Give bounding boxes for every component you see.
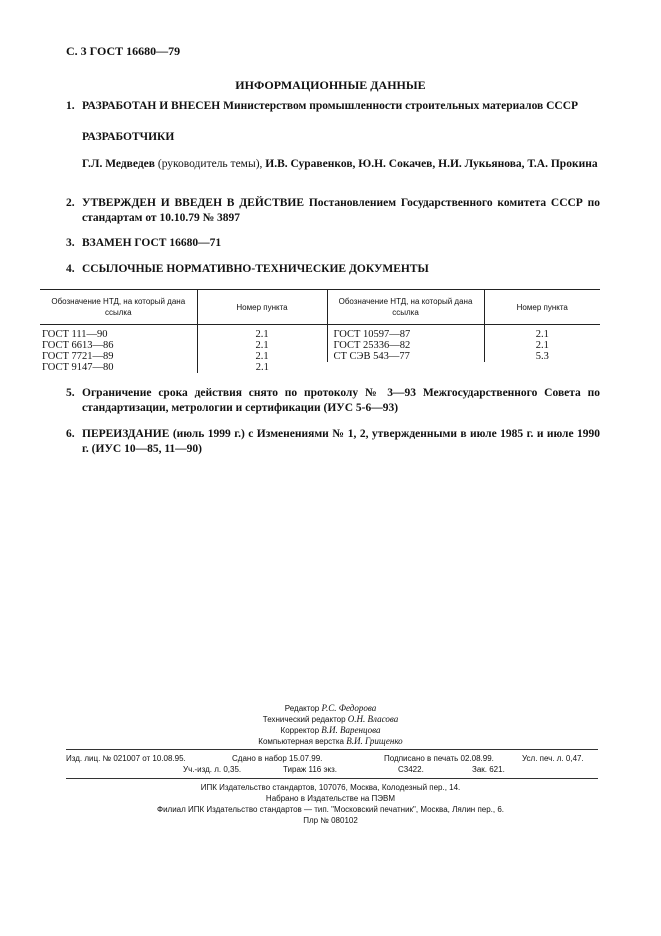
developers-heading: РАЗРАБОТЧИКИ bbox=[82, 131, 175, 143]
item-heading: ССЫЛОЧНЫЕ НОРМАТИВНО-ТЕХНИЧЕСКИЕ ДОКУМЕНТЫ bbox=[82, 263, 429, 275]
info-item-1 bbox=[66, 99, 600, 114]
table-cell: ГОСТ 6613—86 bbox=[42, 340, 114, 351]
table-row bbox=[40, 325, 600, 341]
imprint-credits bbox=[0, 703, 661, 747]
divider bbox=[66, 778, 598, 779]
item-heading: РАЗРАБОТАН И ВНЕСЕН bbox=[82, 100, 221, 112]
divider bbox=[66, 749, 598, 750]
page-header: С. 3 ГОСТ 16680—79 bbox=[66, 44, 181, 58]
table-cell bbox=[484, 362, 600, 373]
table-row bbox=[40, 351, 600, 362]
item-number: 3. bbox=[66, 237, 75, 249]
table-cell: ГОСТ 7721—89 bbox=[42, 351, 114, 362]
table-cell: 2.1 bbox=[197, 351, 327, 362]
table-cell: ГОСТ 25336—82 bbox=[327, 340, 484, 351]
table-cell: 2.1 bbox=[197, 340, 327, 351]
document-title: ИНФОРМАЦИОННЫЕ ДАННЫЕ bbox=[235, 78, 426, 92]
publishing-info: С3422. bbox=[398, 765, 424, 774]
publishing-info: Зак. 621. bbox=[472, 765, 505, 774]
item-text: Ограничение срока действия снято по протоколу № 3—93 Межгосударственного Совета по стандартизации, метрологии и сертификации (ИУС 5-6—93) bbox=[82, 387, 600, 414]
column-header: Обозначение НТД, на который дана ссылка bbox=[327, 290, 484, 325]
info-item-4 bbox=[66, 262, 600, 277]
publishing-info: Изд. лиц. № 021007 от 10.08.95. bbox=[66, 754, 186, 763]
developer-leader: Г.Л. Медведев bbox=[82, 158, 155, 170]
item-number: 5. bbox=[66, 387, 75, 399]
editor-line: Редактор Р.С. Федорова bbox=[284, 703, 377, 713]
table-cell bbox=[327, 362, 484, 373]
table-cell: 2.1 bbox=[484, 340, 600, 351]
column-header: Обозначение НТД, на который дана ссылка bbox=[40, 290, 197, 325]
typeset-note: Набрано в Издательстве на ПЭВМ bbox=[265, 794, 396, 803]
item-number: 6. bbox=[66, 428, 75, 440]
column-header: Номер пункта bbox=[484, 290, 600, 325]
item-heading: УТВЕРЖДЕН И ВВЕДЕН В ДЕЙСТВИЕ bbox=[82, 197, 305, 209]
developer-leader-role: (руководитель темы), bbox=[157, 158, 263, 170]
info-item-6 bbox=[66, 427, 600, 457]
table-cell: 2.1 bbox=[197, 325, 327, 341]
info-item-3 bbox=[66, 236, 600, 251]
table-header-row bbox=[40, 290, 600, 325]
table-cell: ГОСТ 111—90 bbox=[42, 329, 108, 340]
developer-others: И.В. Суравенков, Ю.Н. Сокачев, Н.И. Лукьянова, Т.А. Прокина bbox=[265, 158, 598, 170]
table-cell: ГОСТ 10597—87 bbox=[327, 325, 484, 341]
table-cell: ГОСТ 9147—80 bbox=[42, 362, 114, 373]
publishing-info: Сдано в набор 15.07.99. bbox=[232, 754, 323, 763]
item-number: 1. bbox=[66, 100, 75, 112]
table-row bbox=[40, 340, 600, 351]
table-cell: 5.3 bbox=[484, 351, 600, 362]
item-number: 2. bbox=[66, 197, 75, 209]
column-header: Номер пункта bbox=[197, 290, 327, 325]
item-text: Министерством промышленности строительных материалов СССР bbox=[223, 100, 579, 112]
item-heading: ВЗАМЕН ГОСТ 16680—71 bbox=[82, 237, 222, 249]
tech-editor-line: Технический редактор О.Н. Власова bbox=[262, 714, 399, 724]
item-text: ПЕРЕИЗДАНИЕ (июль 1999 г.) с Изменениями № 1, 2, утвержденными в июле 1985 г. и июле 1990 г. (ИУС 10—85, 11—90) bbox=[82, 428, 600, 455]
reference-documents-table bbox=[40, 289, 600, 373]
info-item-2 bbox=[66, 196, 600, 226]
publishing-info: Подписано в печать 02.08.99. bbox=[384, 754, 494, 763]
item-text: Постановлением Государственного комитета СССР по стандартам от 10.10.79 № 3897 bbox=[82, 197, 600, 224]
table-row bbox=[40, 362, 600, 373]
printer-address: Филиал ИПК Издательство стандартов — тип. "Московский печатник", Москва, Лялин пер., 6. bbox=[156, 805, 505, 814]
info-item-5 bbox=[66, 386, 600, 416]
item-number: 4. bbox=[66, 263, 75, 275]
publishing-info: Усл. печ. л. 0,47. bbox=[522, 754, 584, 763]
table-cell: 2.1 bbox=[197, 362, 327, 373]
corrector-line: Корректор В.И. Варенцова bbox=[280, 725, 381, 735]
publishing-info: Уч.-изд. л. 0,35. bbox=[183, 765, 242, 774]
publisher-block bbox=[0, 782, 661, 826]
developers-list bbox=[82, 157, 600, 172]
table-cell: СТ СЭВ 543—77 bbox=[327, 351, 484, 362]
publisher-address: ИПК Издательство стандартов, 107076, Москва, Колодезный пер., 14. bbox=[200, 783, 461, 792]
table-cell: 2.1 bbox=[484, 325, 600, 341]
license-number: Плр № 080102 bbox=[303, 816, 358, 825]
layout-line: Компьютерная верстка В.И. Грищенко bbox=[258, 736, 403, 746]
publishing-info: Тираж 116 экз. bbox=[283, 765, 338, 774]
